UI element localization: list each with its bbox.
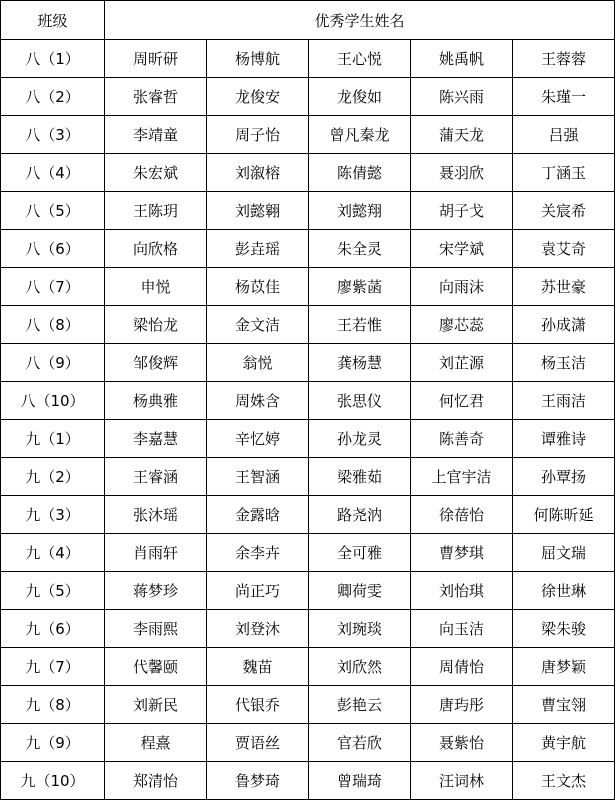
class-cell: 九（5） [1,572,105,610]
class-cell: 九（9） [1,724,105,762]
student-name-cell: 曾瑞琦 [309,762,411,800]
student-name-cell: 何忆君 [411,382,513,420]
student-name-cell: 李嘉慧 [105,420,207,458]
student-name-cell: 金露晗 [207,496,309,534]
student-name-cell: 刘琬琰 [309,610,411,648]
student-name-cell: 朱全灵 [309,230,411,268]
student-name-cell: 聂羽欣 [411,154,513,192]
student-name-cell: 蒋梦珍 [105,572,207,610]
student-name-cell: 周倩怡 [411,648,513,686]
class-cell: 九（8） [1,686,105,724]
class-cell: 九（3） [1,496,105,534]
student-name-cell: 向玉洁 [411,610,513,648]
student-name-cell: 王蓉蓉 [513,40,615,78]
student-name-cell: 程熹 [105,724,207,762]
student-name-cell: 聂紫怡 [411,724,513,762]
student-name-cell: 苏世豪 [513,268,615,306]
class-cell: 八（9） [1,344,105,382]
student-name-cell: 曹宝翎 [513,686,615,724]
student-name-cell: 曹梦琪 [411,534,513,572]
student-name-cell: 翁悦 [207,344,309,382]
student-name-cell: 李靖童 [105,116,207,154]
student-name-cell: 姚禹帆 [411,40,513,78]
class-cell: 九（4） [1,534,105,572]
student-name-cell: 梁朱骏 [513,610,615,648]
student-name-cell: 魏苗 [207,648,309,686]
class-column-header: 班级 [1,1,105,40]
student-name-cell: 黄宇航 [513,724,615,762]
student-name-cell: 彭艳云 [309,686,411,724]
student-name-cell: 王陈玥 [105,192,207,230]
table-row [1,420,615,458]
student-name-cell: 邹俊辉 [105,344,207,382]
table-row [1,382,615,420]
student-name-cell: 金文洁 [207,306,309,344]
table-row [1,610,615,648]
table-row [1,344,615,382]
class-cell: 九（6） [1,610,105,648]
class-cell: 八（7） [1,268,105,306]
table-row [1,496,615,534]
table-row [1,306,615,344]
student-name-cell: 刘芷源 [411,344,513,382]
student-name-cell: 陈兴雨 [411,78,513,116]
student-name-cell: 官若欣 [309,724,411,762]
student-name-cell: 孙龙灵 [309,420,411,458]
student-name-cell: 卿荷雯 [309,572,411,610]
student-name-cell: 龙俊如 [309,78,411,116]
student-name-cell: 申悦 [105,268,207,306]
student-name-cell: 代银乔 [207,686,309,724]
table-row [1,724,615,762]
student-name-cell: 孙覃扬 [513,458,615,496]
student-name-cell: 尚正巧 [207,572,309,610]
table-row [1,572,615,610]
student-name-cell: 全可雅 [309,534,411,572]
student-name-cell: 刘溆榕 [207,154,309,192]
student-name-cell: 徐蓓怡 [411,496,513,534]
class-cell: 八（1） [1,40,105,78]
student-name-cell: 唐梦颖 [513,648,615,686]
student-name-cell: 辛忆婷 [207,420,309,458]
class-cell: 八（5） [1,192,105,230]
student-name-cell: 王雨洁 [513,382,615,420]
class-cell: 八（8） [1,306,105,344]
student-name-cell: 鲁梦琦 [207,762,309,800]
student-name-cell: 汪词林 [411,762,513,800]
table-row [1,40,615,78]
table-row [1,192,615,230]
class-cell: 九（7） [1,648,105,686]
student-name-cell: 杨典雅 [105,382,207,420]
table-row [1,762,615,800]
student-name-cell: 王文杰 [513,762,615,800]
student-name-cell: 何陈昕延 [513,496,615,534]
names-column-header: 优秀学生姓名 [105,1,615,40]
student-name-cell: 陈善奇 [411,420,513,458]
student-name-cell: 陈倩懿 [309,154,411,192]
student-name-cell: 杨博航 [207,40,309,78]
table-body [1,40,615,800]
student-name-cell: 王心悦 [309,40,411,78]
header-row [1,1,615,40]
student-name-cell: 梁雅茹 [309,458,411,496]
class-cell: 八（4） [1,154,105,192]
student-name-cell: 刘懿翔 [309,192,411,230]
student-name-cell: 曾凡秦龙 [309,116,411,154]
student-name-cell: 张思仪 [309,382,411,420]
student-name-cell: 周姝含 [207,382,309,420]
class-cell: 九（1） [1,420,105,458]
student-name-cell: 徐世琳 [513,572,615,610]
student-name-cell: 上官宇洁 [411,458,513,496]
student-name-cell: 刘登沐 [207,610,309,648]
class-cell: 八（10） [1,382,105,420]
student-name-cell: 肖雨轩 [105,534,207,572]
student-name-cell: 胡子戈 [411,192,513,230]
student-name-cell: 蒲天龙 [411,116,513,154]
student-name-cell: 路尧汭 [309,496,411,534]
table-row [1,686,615,724]
student-name-cell: 刘怡琪 [411,572,513,610]
student-name-cell: 贾语丝 [207,724,309,762]
student-name-cell: 向雨沫 [411,268,513,306]
student-name-cell: 龚杨慧 [309,344,411,382]
table-row [1,116,615,154]
student-name-cell: 梁怡龙 [105,306,207,344]
student-name-cell: 关宸希 [513,192,615,230]
student-name-cell: 孙成潇 [513,306,615,344]
student-name-cell: 杨玉洁 [513,344,615,382]
student-name-cell: 廖芯蕊 [411,306,513,344]
student-name-cell: 刘欣然 [309,648,411,686]
student-name-cell: 刘新民 [105,686,207,724]
table-row [1,534,615,572]
student-name-cell: 李雨熙 [105,610,207,648]
student-name-cell: 王智涵 [207,458,309,496]
student-name-cell: 张睿哲 [105,78,207,116]
student-name-cell: 彭垚瑶 [207,230,309,268]
student-name-cell: 周昕研 [105,40,207,78]
class-cell: 九（2） [1,458,105,496]
class-cell: 八（6） [1,230,105,268]
student-name-cell: 廖紫菡 [309,268,411,306]
student-name-cell: 唐玙彤 [411,686,513,724]
student-name-cell: 丁涵玉 [513,154,615,192]
student-name-cell: 周子怡 [207,116,309,154]
student-name-cell: 屈文瑞 [513,534,615,572]
student-name-cell: 龙俊安 [207,78,309,116]
class-cell: 九（10） [1,762,105,800]
student-name-cell: 张沐瑶 [105,496,207,534]
class-cell: 八（3） [1,116,105,154]
student-name-cell: 代馨颐 [105,648,207,686]
student-name-cell: 王睿涵 [105,458,207,496]
student-name-cell: 吕强 [513,116,615,154]
table-row [1,648,615,686]
student-name-cell: 朱宏斌 [105,154,207,192]
student-name-cell: 郑清怡 [105,762,207,800]
table-row [1,230,615,268]
student-name-cell: 余李卉 [207,534,309,572]
table-row [1,268,615,306]
student-name-cell: 杨苡佳 [207,268,309,306]
table-row [1,78,615,116]
student-name-cell: 朱瑾一 [513,78,615,116]
student-name-cell: 宋学斌 [411,230,513,268]
class-cell: 八（2） [1,78,105,116]
student-name-cell: 谭雅诗 [513,420,615,458]
student-name-cell: 向欣格 [105,230,207,268]
table-row [1,458,615,496]
table-row [1,154,615,192]
student-name-cell: 王若惟 [309,306,411,344]
student-name-cell: 袁艾奇 [513,230,615,268]
student-name-cell: 刘懿翱 [207,192,309,230]
